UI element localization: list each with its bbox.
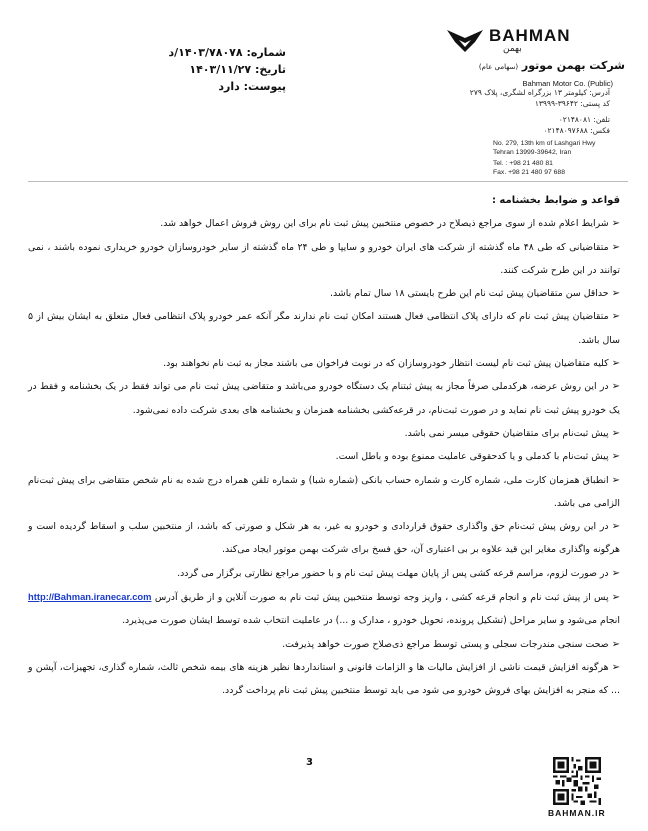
section-heading: قواعد و ضوابط بخشنامه : [491, 195, 620, 206]
address-fa: آدرس: کیلومتر ۱۳ بزرگراه لشگری، پلاک ۲۷۹ کد پستی: ۳۹۶۴۲-۱۳۹۹۹ تلفن: ۰۲۱۴۸۰۸۱ فکس: ۰۲۱۴۸۰۹۷۶۸۸ [469, 88, 610, 135]
list-item: ➢متقاضیانی که طی ۴۸ ماه گذشته از شرکت های ایران خودرو و سایپا و طی ۲۴ ماه گذشته از سایر خودروسازان خودرو خریداری نموده باشند ، نمی توانند در این طرح شرکت کنند. [28, 241, 620, 276]
checkmark-icon: ➢ [611, 241, 620, 253]
checkmark-icon: ➢ [611, 661, 620, 673]
company-name-fa: شرکت بهمن موتور (سهامی عام) [478, 59, 625, 72]
list-item: ➢پیش ثبت‌نام با کدملی و یا کدحقوقی عاملیت ممنوع بوده و باطل است. [335, 451, 620, 463]
list-item: ➢حداقل سن متقاضیان پیش ثبت نام این طرح بایستی ۱۸ سال تمام باشد. [330, 288, 620, 300]
page-number: 3 [306, 757, 313, 768]
checkmark-icon: ➢ [611, 427, 620, 439]
list-item: ➢هرگونه افزایش قیمت ناشی از افزایش مالیات ها و الزامات قانونی و استانداردها نظیر هزینه های بیمه شخص ثالث، شماره گذاری، تجهیزات، آپشن و ... که منجر به افزایش بهای فروش خودرو می شود می باید توسط منتخبین پیش ثبت نام پرداخت گردد. [28, 661, 620, 697]
list-item: ➢شرایط اعلام شده از سوی مراجع ذیصلاح در خصوص منتخبین پیش ثبت نام برای این روش فروش اعمال خواهد شد. [160, 218, 620, 230]
checkmark-icon: ➢ [611, 288, 620, 300]
address-en: No. 279, 13th km of Lashgari Hwy Tehran 13999-39642, Iran Tel. : +98 21 480 81 Fax. +98 21 480 97 688 [493, 140, 596, 176]
checkmark-icon: ➢ [611, 381, 620, 393]
payment-link[interactable]: http://Bahman.iranecar.com [28, 591, 152, 603]
letter-attachment: پیوست: دارد [218, 80, 286, 93]
checkmark-icon: ➢ [611, 358, 620, 370]
brand-name-en: BAHMAN [489, 26, 571, 45]
list-item: ➢صحت سنجی مندرجات سجلی و پستی توسط مراجع ذی‌صلاح صورت خواهد پذیرفت. [282, 638, 620, 650]
checkmark-icon: ➢ [611, 218, 620, 230]
checkmark-icon: ➢ [611, 567, 620, 579]
divider [28, 181, 628, 182]
brand-name-fa: بهمن [503, 44, 522, 54]
checkmark-icon: ➢ [611, 592, 621, 604]
letter-meta [116, 44, 286, 95]
list-item: ➢کلیه متقاضیان پیش ثبت نام لیست انتظار خودروسازان که در نوبت فراخوان می باشند مجاز به ثبت نام نخواهند بود. [163, 358, 620, 370]
letter-number: شماره: ۱۴۰۳/۷۸۰۷۸/د [168, 46, 286, 59]
qr-code-icon [553, 757, 601, 805]
list-item: ➢در این روش پیش ثبت‌نام حق واگذاری حقوق قراردادی و خودرو به غیر، به هر شکل و صورتی که باشد، از منتخبین سلب و اسقاط گردیده است و هرگونه واگذاری مغایر این قید علاوه بر بی اعتباری آن، حق فسخ برای شرکت بهمن موتور ایجاد می‌کند. [28, 521, 620, 556]
checkmark-icon: ➢ [611, 521, 620, 533]
document-body [28, 189, 620, 703]
company-name-en: Bahman Motor Co. (Public) [522, 79, 613, 88]
checkmark-icon: ➢ [611, 638, 620, 650]
list-item: ➢پیش ثبت‌نام برای متقاضیان حقوقی میسر نمی باشد. [404, 427, 620, 439]
list-item-with-link: ➢پس از پیش ثبت نام و انجام قرعه کشی ، واریز وجه توسط منتخبین پیش ثبت نام به صورت آنلاین و از طریق آدرس http://Bahman.iranecar.com انجام می‌شود و سایر مراحل (تشکیل پرونده، تحویل خودرو ، مدارک و ...) در عاملیت انتخاب شده توسط ایشان صورت می‌پذیرد. [28, 591, 621, 627]
list-item: ➢در این روش عرضه، هرکدملی صرفاً مجاز به پیش ثبتنام یک دستگاه خودرو می‌باشد و متقاضی پیش ثبت نام می تواند فقط در یک بخشنامه و فقط در یک خودرو پیش ثبت نام نماید و در صورت ثبت‌نام، در قرعه‌کشی بخشنامه همزمان و بخشنامه های بعدی شرکت داده نمی‌شود. [28, 381, 620, 416]
bahman-logo-icon [445, 26, 485, 54]
letter-date: تاریخ: ۱۴۰۳/۱۱/۲۷ [189, 63, 286, 76]
website-label: BAHMAN.IR [548, 808, 606, 818]
checkmark-icon: ➢ [611, 474, 620, 486]
list-item: ➢در صورت لزوم، مراسم قرعه کشی پس از پایان مهلت پیش ثبت نام و با حضور مراجع نظارتی برگزار می گردد. [177, 567, 620, 579]
checkmark-icon: ➢ [611, 311, 620, 323]
list-item: ➢متقاضیان پیش ثبت نام که دارای پلاک انتظامی فعال هستند امکان ثبت نام ندارند مگر آنکه عمر خودرو پلاک انتظامی فعال متعلق به ایشان بیش از ۵ سال باشد. [28, 311, 620, 346]
list-item: ➢انطباق همزمان کارت ملی، شماره کارت و شماره حساب بانکی (شماره شبا) و شماره تلفن همراه درج شده به نام شخص متقاضی برای پیش ثبت‌نام الزامی می باشد. [28, 474, 620, 509]
checkmark-icon: ➢ [611, 451, 620, 463]
